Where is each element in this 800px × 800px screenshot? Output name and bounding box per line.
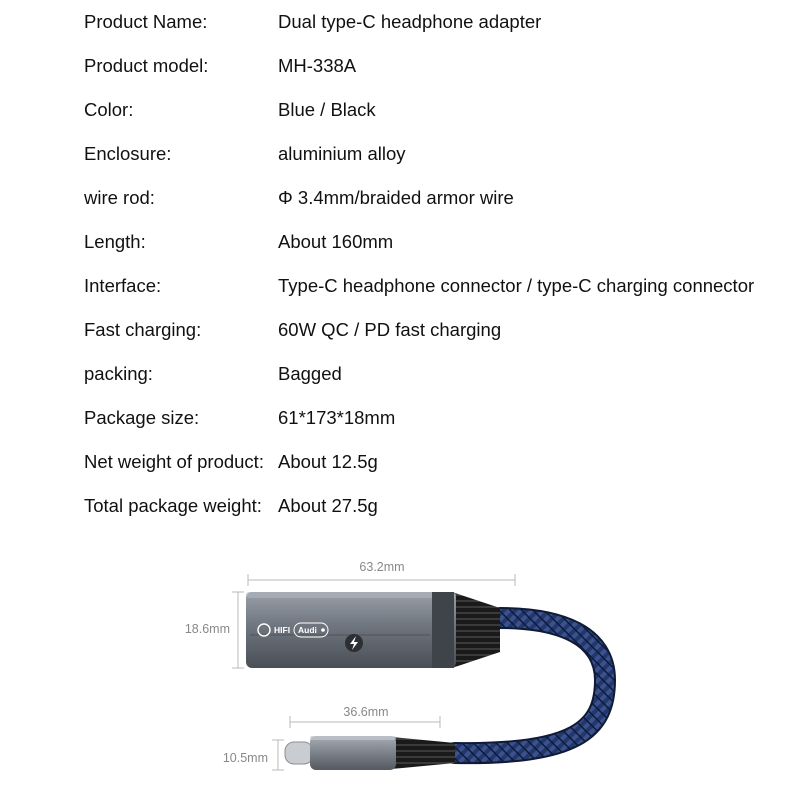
type-c-plug <box>285 736 455 770</box>
dimension-label-width-large: 63.2mm <box>359 560 405 574</box>
spec-row-product-name <box>84 8 784 52</box>
spec-value: Type-C headphone connector / type-C charging connector <box>278 275 755 296</box>
spec-value: Bagged <box>278 363 342 384</box>
dimension-label-height-large: 18.6mm <box>184 622 230 636</box>
spec-label: Package size: <box>84 407 200 428</box>
spec-row-length <box>84 228 784 272</box>
spec-label: Net weight of product: <box>84 451 264 472</box>
product-dimension-diagram <box>0 540 800 800</box>
svg-text:Audi: Audi <box>298 625 317 635</box>
dimension-height-large <box>185 592 244 668</box>
spec-row-total-weight <box>84 492 784 536</box>
spec-row-fast-charging <box>84 316 784 360</box>
spec-value: aluminium alloy <box>278 143 406 164</box>
spec-row-packing <box>84 360 784 404</box>
spec-value: 61*173*18mm <box>278 407 396 428</box>
adapter-housing <box>246 592 500 668</box>
spec-value: About 160mm <box>278 231 394 252</box>
spec-label: Interface: <box>84 275 162 296</box>
spec-row-package-size <box>84 404 784 448</box>
spec-row-product-model <box>84 52 784 96</box>
spec-value: About 12.5g <box>278 451 378 472</box>
lightning-icon <box>345 634 363 652</box>
spec-row-enclosure <box>84 140 784 184</box>
spec-table <box>84 8 784 536</box>
dimension-label-height-small: 10.5mm <box>222 751 268 765</box>
spec-label: packing: <box>84 363 153 384</box>
spec-value: MH-338A <box>278 55 357 76</box>
spec-label: Enclosure: <box>84 143 172 164</box>
spec-value: About 27.5g <box>278 495 378 516</box>
spec-row-interface <box>84 272 784 316</box>
svg-text:HIFI: HIFI <box>274 625 291 635</box>
spec-label: Total package weight: <box>84 495 262 516</box>
spec-value: Φ 3.4mm/braided armor wire <box>278 187 514 208</box>
spec-value: 60W QC / PD fast charging <box>278 319 502 340</box>
spec-label: Color: <box>84 99 134 120</box>
spec-value: Blue / Black <box>278 99 376 120</box>
dimension-height-small <box>223 740 284 770</box>
spec-label: wire rod: <box>84 187 155 208</box>
spec-value: Dual type-C headphone adapter <box>278 11 542 32</box>
spec-label: Product model: <box>84 55 209 76</box>
spec-label: Fast charging: <box>84 319 202 340</box>
spec-label: Product Name: <box>84 11 208 32</box>
spec-row-wire-rod <box>84 184 784 228</box>
spec-row-color <box>84 96 784 140</box>
spec-label: Length: <box>84 231 146 252</box>
dimension-width-large <box>248 560 515 586</box>
dimension-width-small <box>290 705 440 728</box>
dimension-label-width-small: 36.6mm <box>343 705 389 719</box>
spec-row-net-weight <box>84 448 784 492</box>
